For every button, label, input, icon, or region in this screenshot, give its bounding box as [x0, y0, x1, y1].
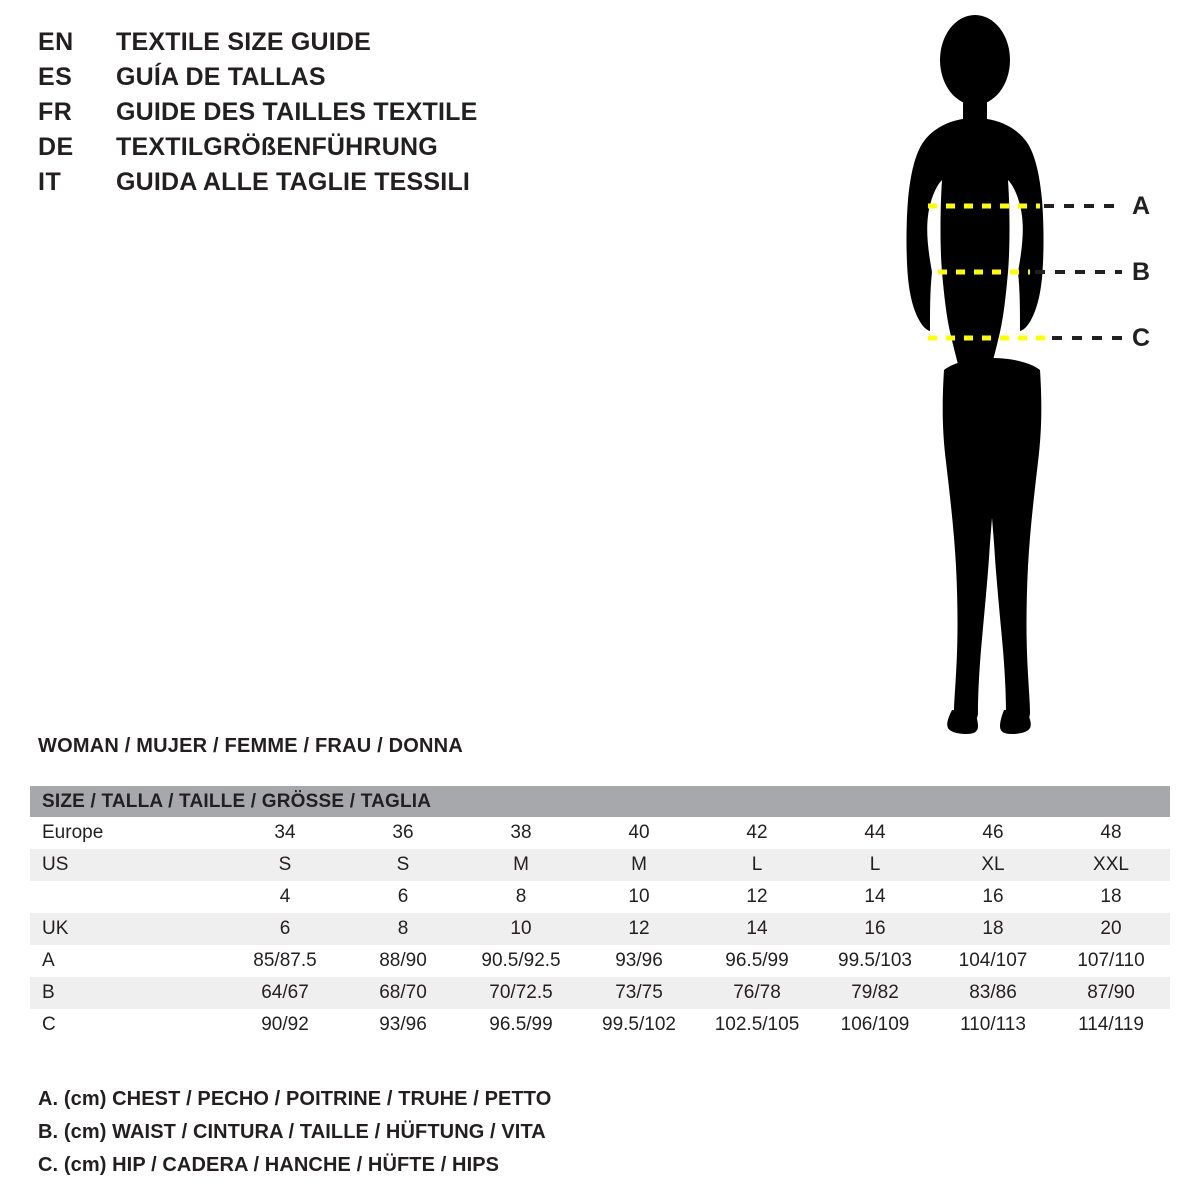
cell: 48 [1052, 817, 1170, 849]
cell: 99.5/102 [580, 1009, 698, 1041]
cell: 40 [580, 817, 698, 849]
language-title: GUIDA ALLE TAGLIE TESSILI [116, 168, 471, 196]
cell: 102.5/105 [698, 1009, 816, 1041]
cell: 76/78 [698, 977, 816, 1009]
cell: 106/109 [816, 1009, 934, 1041]
table-row [30, 881, 1170, 913]
table-row [30, 817, 1170, 849]
cell: 38 [462, 817, 580, 849]
footnote-list [38, 1088, 938, 1187]
cell: 83/86 [934, 977, 1052, 1009]
cell: 93/96 [580, 945, 698, 977]
cell: 85/87.5 [226, 945, 344, 977]
cell: L [698, 849, 816, 881]
language-code: DE [38, 133, 74, 161]
language-row [38, 133, 658, 168]
cell: 107/110 [1052, 945, 1170, 977]
size-table [30, 786, 1170, 1041]
language-title: GUÍA DE TALLAS [116, 63, 326, 91]
cell: 34 [226, 817, 344, 849]
cell: 79/82 [816, 977, 934, 1009]
language-code: FR [38, 98, 73, 126]
measurement-figure [860, 10, 1190, 740]
table-row [30, 1009, 1170, 1041]
language-title: TEXTILE SIZE GUIDE [116, 28, 372, 56]
female-body-silhouette-icon [860, 10, 1190, 740]
cell: 6 [226, 913, 344, 945]
measure-label-c: C [1132, 324, 1151, 352]
language-row [38, 98, 658, 133]
cell: 90.5/92.5 [462, 945, 580, 977]
cell: 18 [1052, 881, 1170, 913]
row-label: B [30, 977, 226, 1009]
cell: 99.5/103 [816, 945, 934, 977]
cell: 16 [934, 881, 1052, 913]
table-header-row [30, 786, 1170, 817]
cell: 88/90 [344, 945, 462, 977]
cell: 6 [344, 881, 462, 913]
table-row [30, 913, 1170, 945]
cell: 20 [1052, 913, 1170, 945]
cell: 8 [344, 913, 462, 945]
language-code: ES [38, 63, 73, 91]
language-title: TEXTILGRÖßENFÜHRUNG [116, 133, 438, 161]
cell: 114/119 [1052, 1009, 1170, 1041]
language-row [38, 63, 658, 98]
table-row [30, 849, 1170, 881]
row-label: C [30, 1009, 226, 1041]
cell: 96.5/99 [698, 945, 816, 977]
language-title: GUIDE DES TAILLES TEXTILE [116, 98, 478, 126]
cell: 8 [462, 881, 580, 913]
language-row [38, 28, 658, 63]
cell: 46 [934, 817, 1052, 849]
section-title: WOMAN / MUJER / FEMME / FRAU / DONNA [38, 735, 463, 757]
footnote-hip: C. (cm) HIP / CADERA / HANCHE / HÜFTE / HIPS [38, 1154, 500, 1176]
row-label: UK [30, 913, 226, 945]
cell: 90/92 [226, 1009, 344, 1041]
row-label [30, 881, 226, 913]
row-label: US [30, 849, 226, 881]
language-row [38, 168, 658, 203]
cell: 96.5/99 [462, 1009, 580, 1041]
cell: 12 [698, 881, 816, 913]
cell: 44 [816, 817, 934, 849]
table-header-label: SIZE / TALLA / TAILLE / GRÖSSE / TAGLIA [30, 786, 1170, 817]
cell: S [226, 849, 344, 881]
language-code: EN [38, 28, 74, 56]
cell: 36 [344, 817, 462, 849]
row-label: A [30, 945, 226, 977]
cell: 87/90 [1052, 977, 1170, 1009]
cell: 14 [816, 881, 934, 913]
cell: 10 [462, 913, 580, 945]
cell: 73/75 [580, 977, 698, 1009]
cell: 16 [816, 913, 934, 945]
footnote-waist: B. (cm) WAIST / CINTURA / TAILLE / HÜFTUNG / VITA [38, 1121, 546, 1143]
cell: 14 [698, 913, 816, 945]
cell: 18 [934, 913, 1052, 945]
language-code: IT [38, 168, 62, 196]
cell: M [580, 849, 698, 881]
cell: 42 [698, 817, 816, 849]
cell: 4 [226, 881, 344, 913]
cell: 93/96 [344, 1009, 462, 1041]
cell: 110/113 [934, 1009, 1052, 1041]
cell: 10 [580, 881, 698, 913]
language-title-list [38, 28, 658, 203]
footnote-chest: A. (cm) CHEST / PECHO / POITRINE / TRUHE / PETTO [38, 1088, 552, 1110]
cell: S [344, 849, 462, 881]
cell: 70/72.5 [462, 977, 580, 1009]
table-row [30, 945, 1170, 977]
cell: XL [934, 849, 1052, 881]
cell: 64/67 [226, 977, 344, 1009]
table-row [30, 977, 1170, 1009]
cell: 104/107 [934, 945, 1052, 977]
cell: 12 [580, 913, 698, 945]
row-label: Europe [30, 817, 226, 849]
cell: L [816, 849, 934, 881]
cell: XXL [1052, 849, 1170, 881]
measure-label-a: A [1132, 192, 1151, 220]
cell: M [462, 849, 580, 881]
cell: 68/70 [344, 977, 462, 1009]
measure-label-b: B [1132, 258, 1151, 286]
